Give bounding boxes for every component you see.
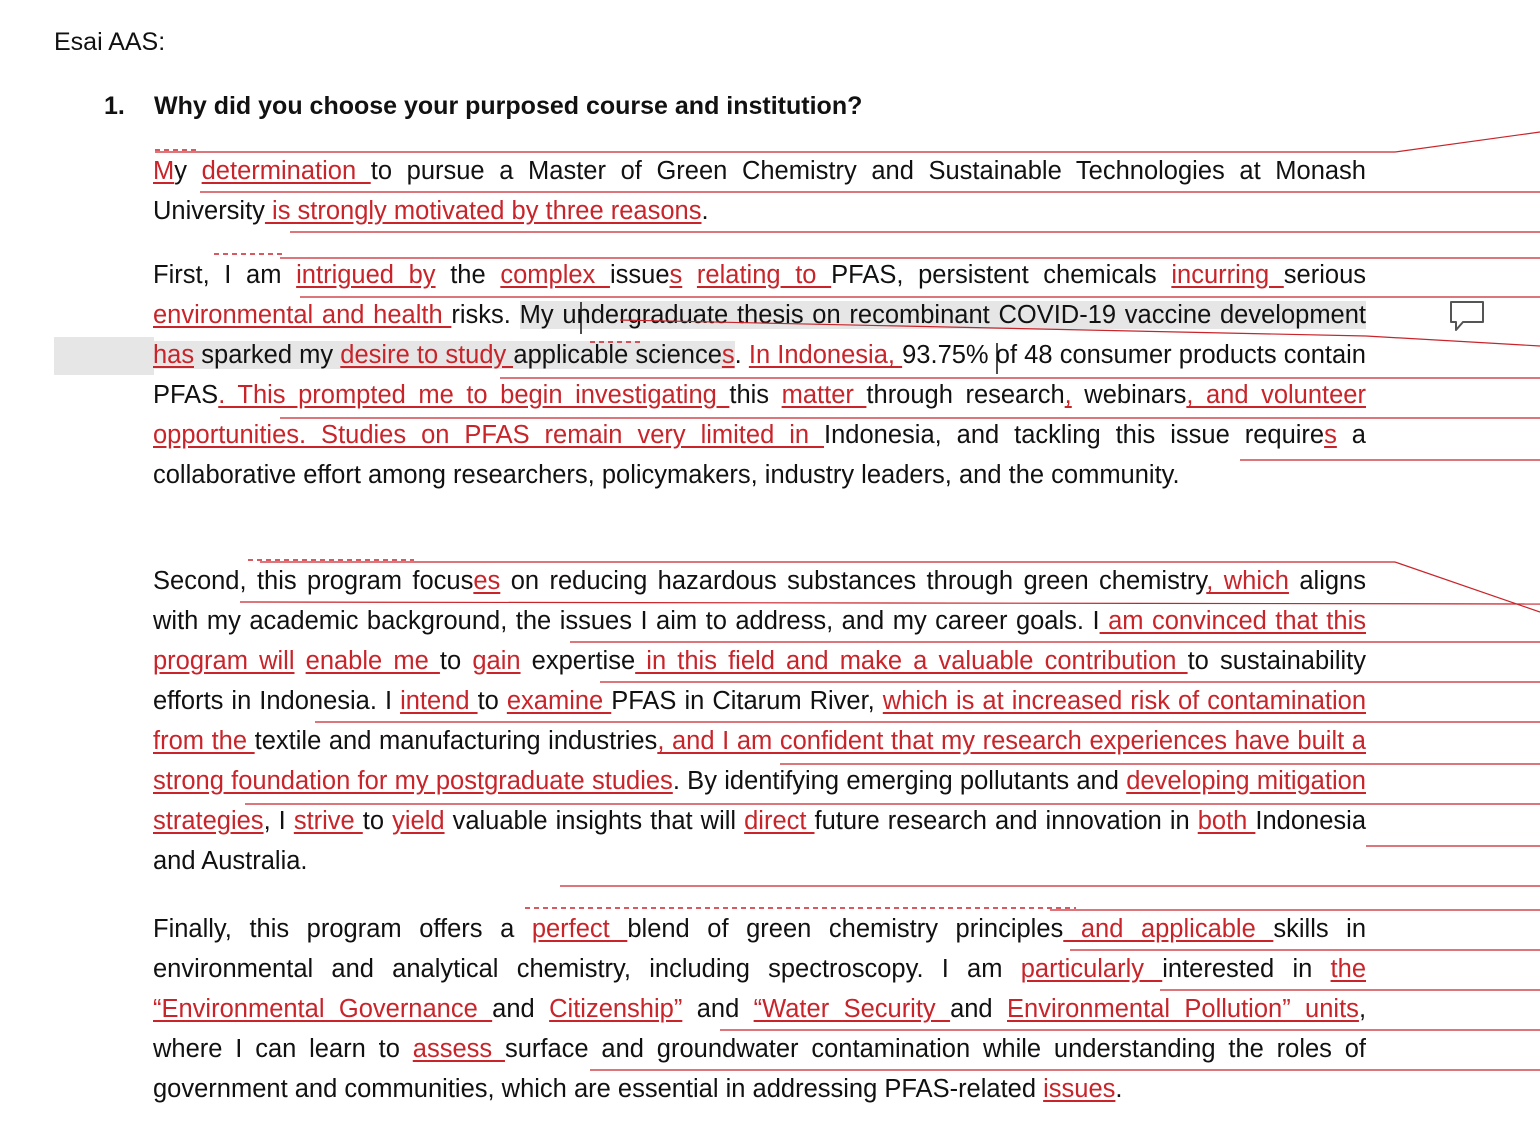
tracked-insertion: the “Environmental Governance bbox=[153, 955, 1366, 1023]
tracked-insertion: M bbox=[153, 157, 175, 185]
body-text bbox=[295, 647, 306, 675]
body-text: Indonesia and Australia. bbox=[153, 807, 1366, 875]
body-text: serious bbox=[1283, 261, 1366, 289]
body-text: interested in bbox=[1162, 955, 1331, 983]
tracked-insertion: issues bbox=[1043, 1075, 1116, 1103]
body-text: , where I can learn to bbox=[153, 995, 1367, 1063]
body-text: surface and groundwater contamination while understanding the roles of government and communities, which are essential in addressing PFAS-related bbox=[153, 1035, 1367, 1103]
body-text: to sustainability efforts in Indonesia. I bbox=[153, 647, 1366, 715]
body-text: PFAS, persistent chemicals bbox=[831, 261, 1172, 289]
body-text: webinars bbox=[1071, 381, 1187, 409]
body-text: the bbox=[435, 261, 501, 289]
body-text: and bbox=[682, 995, 754, 1023]
body-text: and bbox=[492, 995, 550, 1023]
body-text: , I bbox=[263, 807, 294, 835]
tracked-insertion: assess bbox=[412, 1035, 505, 1063]
tracked-insertion: direct bbox=[744, 807, 815, 835]
body-text: . bbox=[701, 197, 709, 225]
tracked-insertion: s bbox=[669, 261, 683, 289]
body-text: First, I am bbox=[153, 261, 297, 289]
tracked-insertion: yield bbox=[392, 807, 445, 835]
tracked-insertion: matter bbox=[781, 381, 867, 409]
body-text: applicable science bbox=[513, 341, 722, 369]
tracked-insertion: In Indonesia, bbox=[748, 341, 903, 369]
body-text: sparked my bbox=[194, 341, 341, 369]
speech-bubble-icon[interactable] bbox=[1448, 299, 1486, 335]
tracked-insertion: incurring bbox=[1171, 261, 1284, 289]
tracked-insertion: in this field and make a valuable contribution bbox=[635, 647, 1188, 675]
body-text: PFAS in Citarum River, bbox=[611, 687, 883, 715]
tracked-insertion: strive bbox=[293, 807, 363, 835]
body-text: blend of green chemistry principles bbox=[627, 915, 1064, 943]
question-text: Why did you choose your purposed course and institution? bbox=[154, 92, 863, 120]
tracked-insertion: relating to bbox=[696, 261, 832, 289]
tracked-insertion: determination bbox=[201, 157, 371, 185]
change-line bbox=[1395, 562, 1540, 612]
tracked-insertion: developing mitigation strategies bbox=[153, 767, 1366, 835]
tracked-insertion: . This prompted me to begin investigating bbox=[218, 381, 730, 409]
body-text: and bbox=[950, 995, 1007, 1023]
tracked-insertion: , and volunteer opportunities. Studies on PFAS remain very limited in bbox=[153, 381, 1366, 449]
tracked-insertion: es bbox=[473, 567, 501, 595]
body-text: skills in environmental and analytical chemistry, including spectroscopy. I am bbox=[153, 915, 1367, 983]
body-text: valuable insights that will bbox=[444, 807, 745, 835]
tracked-insertion: Citizenship” bbox=[549, 995, 683, 1023]
body-text: Finally, this program offers a bbox=[153, 915, 532, 943]
body-text: 93.75% of 48 consumer products contain PFAS bbox=[153, 341, 1366, 409]
tracked-insertion: “Water Security bbox=[753, 995, 951, 1023]
body-text: this bbox=[729, 381, 782, 409]
tracked-insertion: gain bbox=[472, 647, 521, 675]
body-text: y bbox=[174, 157, 202, 185]
tracked-insertion: am convinced that this program will bbox=[153, 607, 1366, 675]
body-text: future research and innovation in bbox=[814, 807, 1198, 835]
change-line bbox=[1366, 336, 1540, 346]
tracked-insertion: s bbox=[721, 341, 735, 369]
tracked-insertion: both bbox=[1197, 807, 1256, 835]
body-text: to pursue a Master of Green Chemistry and Sustainable Technologies at Monash University bbox=[153, 157, 1366, 225]
tracked-insertion: which is at increased risk of contamination from the bbox=[153, 687, 1367, 755]
tracked-insertion: and applicable bbox=[1063, 915, 1274, 943]
body-text: to bbox=[362, 807, 393, 835]
body-text: aligns with my academic background, the issues I aim to address, and my career goals. I bbox=[153, 567, 1366, 635]
tracked-insertion: particularly bbox=[1020, 955, 1163, 983]
tracked-insertion: complex bbox=[500, 261, 610, 289]
change-line bbox=[1395, 132, 1540, 152]
tracked-insertion: Environmental Pollution” units bbox=[1007, 995, 1359, 1023]
paragraph-first-reason[interactable] bbox=[153, 255, 1366, 495]
paragraph-final-reason[interactable] bbox=[153, 909, 1366, 1109]
tracked-insertion: , and I am confident that my research experiences have built a strong foundation for my postgraduate studies bbox=[153, 727, 1366, 795]
body-text: to bbox=[477, 687, 507, 715]
paragraph-intro[interactable] bbox=[153, 151, 1366, 231]
body-text: Second, this program focus bbox=[153, 567, 474, 595]
document-title: Esai AAS: bbox=[54, 28, 166, 56]
body-text: expertise bbox=[520, 647, 636, 675]
tracked-insertion: , bbox=[1064, 381, 1072, 409]
body-text: . bbox=[1115, 1075, 1123, 1103]
tracked-insertion: , which bbox=[1206, 567, 1289, 595]
body-text: risks. bbox=[451, 301, 520, 329]
tracked-insertion: desire to study bbox=[340, 341, 514, 369]
tracked-insertion: has bbox=[153, 341, 195, 369]
tracked-insertion: intrigued by bbox=[296, 261, 436, 289]
body-text: issue bbox=[609, 261, 670, 289]
body-text: . By identifying emerging pollutants and bbox=[672, 767, 1127, 795]
question-number: 1. bbox=[104, 92, 125, 120]
body-text: a collaborative effort among researchers, policymakers, industry leaders, and the community. bbox=[153, 421, 1366, 489]
selection-highlight-band bbox=[54, 337, 154, 375]
tracked-insertion: perfect bbox=[531, 915, 628, 943]
paragraph-second-reason[interactable] bbox=[153, 561, 1366, 881]
body-text: on reducing hazardous substances through green chemistry bbox=[500, 567, 1207, 595]
body-text: My undergraduate thesis on recombinant COVID-19 vaccine development bbox=[519, 301, 1367, 329]
tracked-insertion: examine bbox=[506, 687, 612, 715]
tracked-insertion: s bbox=[1324, 421, 1337, 449]
tracked-insertion: is strongly motivated by three reasons bbox=[264, 197, 702, 225]
body-text: through research bbox=[866, 381, 1065, 409]
tracked-insertion: enable me bbox=[305, 647, 440, 675]
tracked-insertion: environmental and health bbox=[153, 301, 452, 329]
body-text: Indonesia, and tackling this issue require bbox=[824, 421, 1325, 449]
body-text: textile and manufacturing industries bbox=[254, 727, 658, 755]
question-heading bbox=[104, 92, 862, 121]
tracked-insertion: intend bbox=[400, 687, 478, 715]
body-text bbox=[682, 261, 697, 289]
body-text: to bbox=[439, 647, 473, 675]
body-text: . bbox=[734, 341, 749, 369]
